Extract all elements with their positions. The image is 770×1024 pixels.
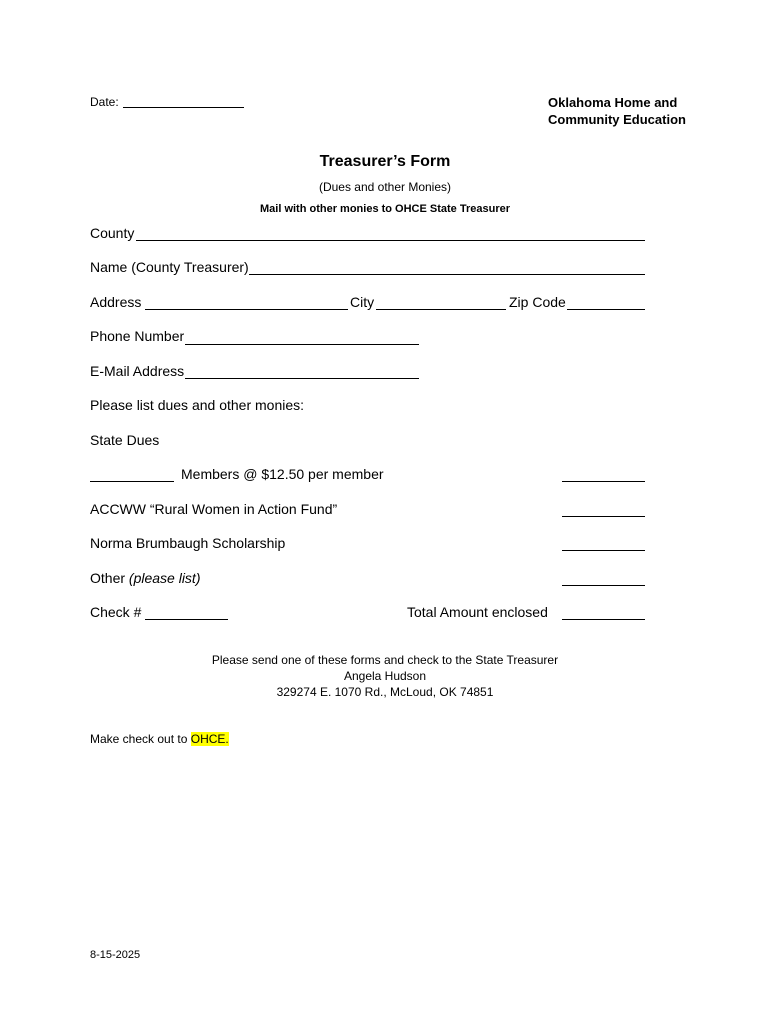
name-field[interactable] [249,274,645,275]
city-label: City [350,294,375,310]
county-label: County [90,225,135,241]
other-amount-field[interactable] [562,585,645,586]
total-amount-field[interactable] [562,619,645,620]
check-label: Check # [90,604,142,620]
scholarship-amount-field[interactable] [562,550,645,551]
other-label [90,570,201,586]
phone-label: Phone Number [90,328,185,344]
members-count-field[interactable] [90,481,174,482]
dues-intro: Please list dues and other monies: [90,397,305,413]
members-amount-field[interactable] [562,481,645,482]
check-payable-note [90,732,229,746]
org-line-1: Oklahoma Home and [548,95,678,110]
check-payable-prefix: Make check out to [90,732,188,746]
zip-label: Zip Code [509,294,566,310]
treasurer-name: Angela Hudson [343,669,427,683]
state-dues-heading: State Dues [90,432,160,448]
email-field[interactable] [185,378,419,379]
email-label: E-Mail Address [90,363,185,379]
org-name [548,94,686,128]
other-note: (please list) [128,570,201,586]
check-payable-to: OHCE. [190,732,229,746]
total-label: Total Amount enclosed [407,604,548,620]
phone-field[interactable] [185,344,419,345]
form-subtitle: (Dues and other Monies) [318,180,452,194]
address-label: Address [90,294,142,310]
mail-note: Mail with other monies to OHCE State Treasurer [260,203,510,215]
address-field[interactable] [145,309,348,310]
org-line-2: Community Education [548,112,686,127]
form-title: Treasurer’s Form [319,153,451,170]
revision-date: 8-15-2025 [90,949,141,961]
accww-label: ACCWW “Rural Women in Action Fund” [90,501,338,517]
zip-field[interactable] [567,309,645,310]
name-label: Name (County Treasurer) [90,259,249,275]
treasurer-address: 329274 E. 1070 Rd., McLoud, OK 74851 [276,685,494,699]
send-instructions: Please send one of these forms and check to the State Treasurer [211,653,559,667]
city-field[interactable] [376,309,506,310]
date-label: Date: [90,95,119,109]
date-field[interactable] [123,107,244,108]
members-label: Members @ $12.50 per member [181,466,384,482]
accww-amount-field[interactable] [562,516,645,517]
county-field[interactable] [136,240,645,241]
other-text: Other [90,570,126,586]
scholarship-label: Norma Brumbaugh Scholarship [90,535,286,551]
check-number-field[interactable] [145,619,228,620]
